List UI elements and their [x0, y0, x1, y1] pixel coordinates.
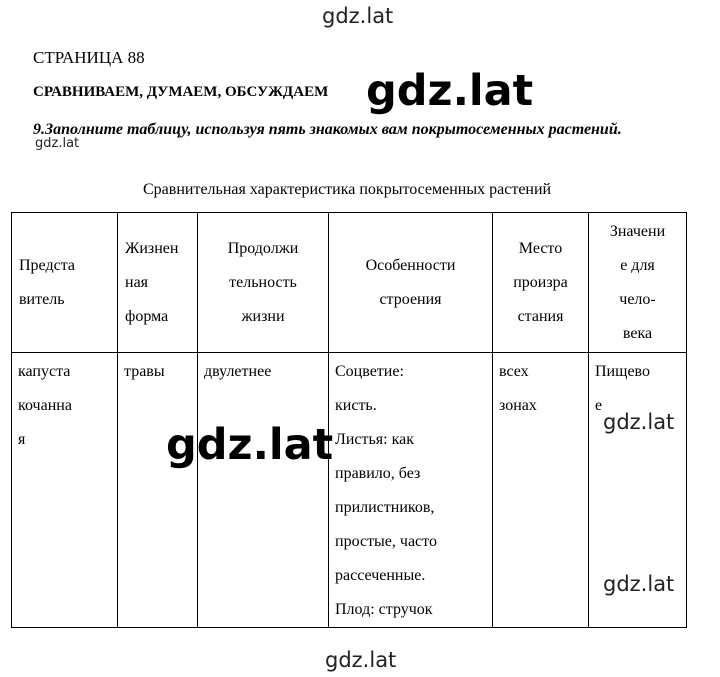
watermark-right-upper: gdz.lat	[603, 410, 675, 434]
page-title: СТРАНИЦА 88	[33, 48, 145, 67]
header-representative: Предста витель	[12, 213, 118, 353]
watermark-right-lower: gdz.lat	[603, 572, 675, 596]
comparison-table	[11, 212, 687, 628]
task-text: 9.Заполните таблицу, используя пять знакомых вам покрытосеменных растений.	[33, 121, 622, 138]
watermark-large-middle: gdz.lat	[166, 420, 334, 470]
table-caption: Сравнительная характеристика покрытосеменных растений	[143, 181, 552, 198]
cell-importance: Пищево е	[589, 353, 687, 628]
watermark-small: gdz.lat	[35, 136, 80, 151]
cell-structure: Соцветие: кисть. Листья: как правило, без прилистников, простые, часто рассеченные. Плод: стручок	[329, 353, 493, 628]
watermark-large-top: gdz.lat	[366, 66, 534, 116]
watermark-top: gdz.lat	[322, 4, 394, 28]
cell-representative: капуста кочанна я	[12, 353, 118, 628]
header-importance: Значени е для чело- века	[589, 213, 687, 353]
header-life-form: Жизнен ная форма	[118, 213, 198, 353]
cell-life-form: травы	[118, 353, 198, 628]
section-title: СРАВНИВАЕМ, ДУМАЕМ, ОБСУЖДАЕМ	[33, 84, 329, 100]
header-habitat: Место произра стания	[493, 213, 589, 353]
header-structure: Особенности строения	[329, 213, 493, 353]
cell-habitat: всех зонах	[493, 353, 589, 628]
table-header-row	[12, 213, 687, 353]
watermark-bottom: gdz.lat	[325, 648, 397, 672]
header-lifespan: Продолжи тельность жизни	[198, 213, 329, 353]
table-row	[12, 353, 687, 628]
cell-lifespan: двулетнее	[198, 353, 329, 628]
